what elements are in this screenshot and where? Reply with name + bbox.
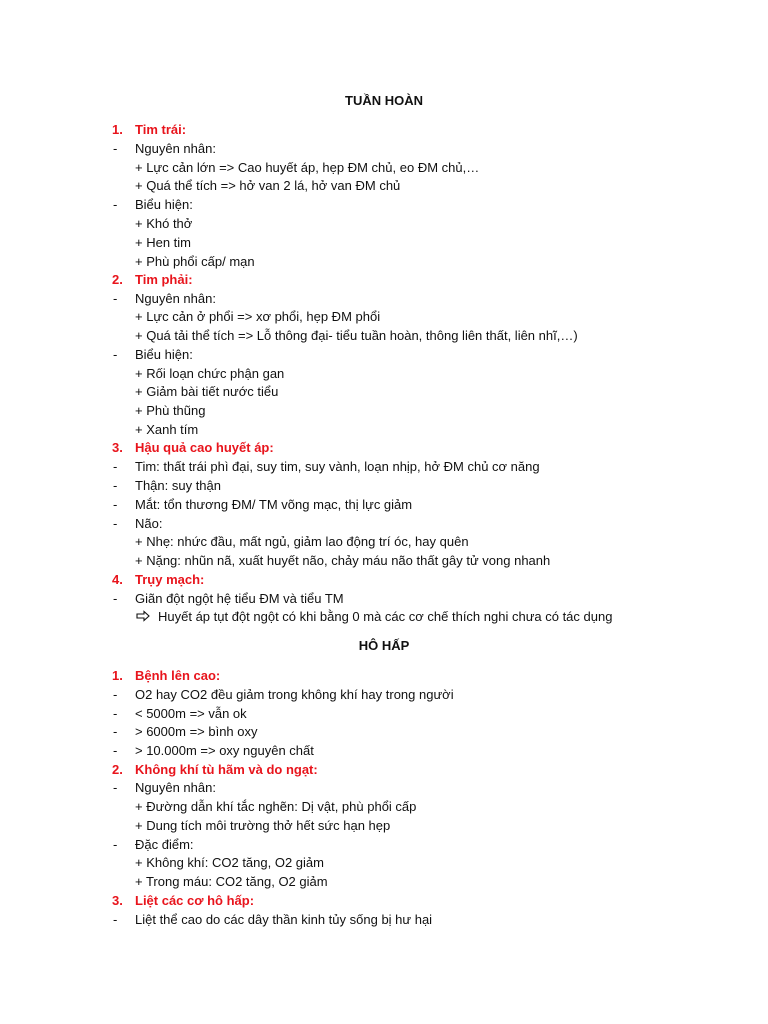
heading-text: Tim phải: xyxy=(135,272,193,287)
bullet-dash: - xyxy=(113,780,118,795)
heading-text: Liệt các cơ hô hấp: xyxy=(135,893,255,908)
bullet-dash: - xyxy=(113,347,118,362)
bullet-dash: - xyxy=(113,912,118,927)
heading-text: Hậu quả cao huyết áp: xyxy=(135,440,274,455)
heading-number: 1. xyxy=(112,668,123,683)
bullet-dash: - xyxy=(113,743,118,758)
bullet-dash: - xyxy=(113,516,118,531)
bullet-dash: - xyxy=(113,724,118,739)
heading-text: Trụy mạch: xyxy=(135,572,205,587)
bullet-dash: - xyxy=(113,591,118,606)
bullet-dash: - xyxy=(113,706,118,721)
section-title-respiration: HÔ HẤP xyxy=(358,638,410,653)
bullet-dash: - xyxy=(113,837,118,852)
heading-text: Bệnh lên cao: xyxy=(135,668,221,683)
heading-text: Không khí tù hãm và do ngạt: xyxy=(135,762,318,777)
heading-number: 3. xyxy=(112,440,123,455)
heading-number: 1. xyxy=(112,122,123,137)
document-page: TUẦN HOÀN 1. Tim trái: - Nguyên nhân: + Lực cản lớn => Cao huyết áp, hẹp ĐM chủ, eo ĐM chủ,… + Quá thể tích => hở van 2 lá, hở van ĐM chủ - Biểu hiện: + Khó thở + Hen tim + Phù phổi cấp/ mạn 2. Tim phải: - Nguyên nhân: + Lực cản ở phổi => xơ phổi, hẹp ĐM phổi + Quá tải thể tích => Lỗ thông đại- tiểu tuần hoàn, thông liên thất, liên nhĩ,…) - Biểu hiện: + Rối loạn chức phận gan + Giảm bài tiết nước tiểu + Phù thũng + Xanh tím 3. Hậu quả cao huyết áp: - Tim: thất trái phì đại, suy tim, suy vành, loạn nhịp, hở ĐM chủ cơ năng - Thận: suy thận - Mắt: tổn thương ĐM/ TM võng mạc, thị lực giảm - Não: + Nhẹ: nhức đầu, mất ngủ, giảm lao động trí óc, hay quên + Nặng: nhũn nã, xuất huyết não, chảy máu não thất gây tử vong nhanh 4. Trụy mạch: - Giãn đột ngột hệ tiểu ĐM và tiểu TM Huyết áp tụt đột ngột có khi bằng 0 mà các cơ chế thích nghi chưa có tác dụng HÔ HẤP 1. Bệnh lên cao: - O2 hay CO2 đều giảm trong không khí hay trong người - < 5000m => vẫn ok - > 6000m => bình oxy - > 10.000m => oxy nguyên chất 2. Không khí tù hãm và do ngạt: - Nguyên nhân: + Đường dẫn khí tắc nghẽn: Dị vật, phù phổi cấp + Dung tích môi trường thở hết sức hạn hẹp - Đặc điểm: + Không khí: CO2 tăng, O2 giảm + Trong máu: CO2 tăng, O2 giảm 3. Liệt các cơ hô hấp: - Liệt thể cao do các dây thần kinh tủy sống bị hư hại xyxy=(0,0,768,1024)
heading-number: 4. xyxy=(112,572,123,587)
bullet-dash: - xyxy=(113,687,118,702)
bullet-dash: - xyxy=(113,459,118,474)
bullet-dash: - xyxy=(113,291,118,306)
heading-number: 2. xyxy=(112,272,123,287)
arrow-right-icon xyxy=(136,608,150,626)
bullet-dash: - xyxy=(113,141,118,156)
heading-number: 3. xyxy=(112,893,123,908)
heading-text: Tim trái: xyxy=(135,122,187,137)
bullet-dash: - xyxy=(113,197,118,212)
section-title-circulation: TUẦN HOÀN xyxy=(345,93,423,108)
bullet-dash: - xyxy=(113,478,118,493)
bullet-dash: - xyxy=(113,497,118,512)
heading-number: 2. xyxy=(112,762,123,777)
